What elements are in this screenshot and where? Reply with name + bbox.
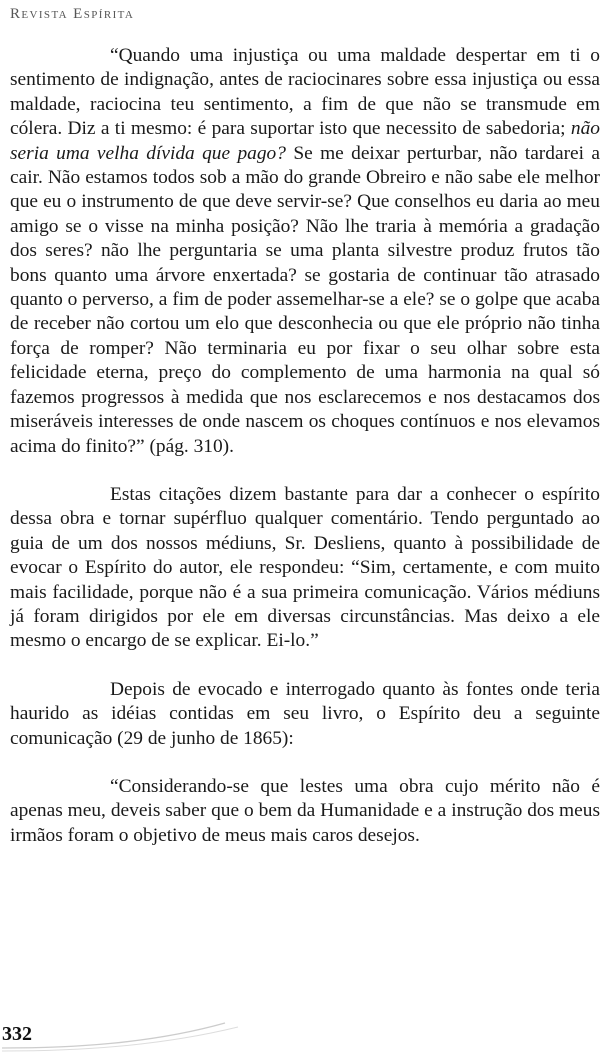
quotation-paragraph — [10, 44, 600, 459]
running-header: Revista Espírita — [10, 6, 135, 22]
page-number: 332 — [2, 1023, 32, 1045]
commentary-paragraph: Estas citações dizem bastante para dar a conhecer o espírito dessa obra e tornar supérfluo qualquer comentário. Tendo perguntado ao guia de um dos nossos médiuns, Sr. Desliens, quanto à possibilidade de evocar o Espírito do autor, ele respondeu: “Sim, certamente, e com muito mais facilidade, porque não é a sua primeira comunicação. Vários médiuns já foram dirigidos por ele em diversas circunstâncias. Mas deixo a ele mesmo o encargo de se explicar. Ei-lo.” — [10, 483, 600, 652]
evocation-paragraph: Depois de evocado e interrogado quanto às fontes onde teria haurido as idéias contidas em seu livro, o Espírito deu a seguinte comunicação (29 de junho de 1865): — [10, 678, 600, 749]
body-text — [10, 44, 600, 848]
quote-italic-phrase: não seria uma velha dívida que pago? — [10, 118, 600, 164]
communication-paragraph: “Considerando-se que lestes uma obra cujo mérito não é apenas meu, deveis saber que o bem da Humanidade e a instrução dos meus irmãos foram o objetivo de meus mais caros desejos. — [10, 775, 600, 846]
footer-swoosh-ornament — [0, 1018, 240, 1052]
quote-text-start: “Quando uma injustiça ou uma maldade despertar em ti o sentimento de indignação, antes de raciocinares sobre essa injustiça ou essa maldade, raciocina teu sentimento, a fim de que não se transmude em cólera. Diz a ti mesmo: é para suportar isto que necessito de sabedoria; — [10, 45, 600, 140]
quote-text-end: Se me deixar perturbar, não tardarei a cair. Não estamos todos sob a mão do grande Obreiro e não sabe ele melhor que eu o instrumento de que deve servir-se? Que conselhos eu daria ao meu amigo se o visse na minha posição? Não lhe traria à memória a gradação dos seres? não lhe perguntaria se uma planta silvestre produz frutos tão bons quanto uma árvore enxertada? se gostaria de continuar tão atrasado quanto o perverso, a fim de poder assemelhar-se a ele? se o golpe que acaba de receber não cortou um elo que desconhecia ou que ele próprio não tinha força de romper? Não terminaria eu por fixar o seu olhar sobre esta felicidade eterna, preço do complemento de uma harmonia na qual só fazemos progressos à medida que nos esclarecemos e nos destacamos dos miseráveis interesses de onde nascem os choques contínuos e nos elevamos acima do finito?” (pág. 310). — [10, 142, 600, 457]
